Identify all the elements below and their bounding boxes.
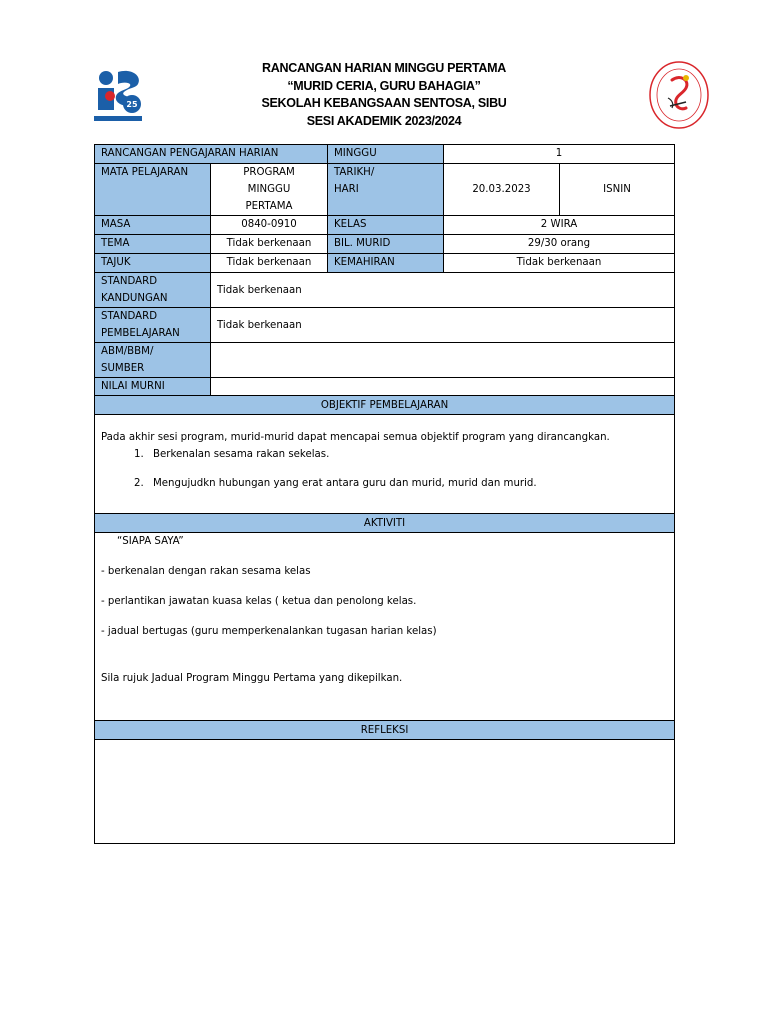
school-emblem-logo	[648, 60, 710, 130]
row-rph	[95, 145, 675, 164]
refleksi-heading: REFLEKSI	[95, 721, 675, 740]
hari-value: ISNIN	[560, 164, 675, 216]
kemahiran-label: KEMAHIRAN	[328, 254, 444, 273]
rph-label: RANCANGAN PENGAJARAN HARIAN	[95, 145, 328, 164]
row-aktiviti-body	[95, 533, 675, 721]
tajuk-label: TAJUK	[95, 254, 211, 273]
objektif-item: 1. Berkenalan sesama rakan sekelas.	[147, 446, 668, 463]
logo-number: 25	[126, 100, 138, 109]
tema-label: TEMA	[95, 235, 211, 254]
aktiviti-body	[95, 533, 675, 721]
standard-pembelajaran-label	[95, 308, 211, 343]
abm-label	[95, 343, 211, 378]
title-line-3: SEKOLAH KEBANGSAAN SENTOSA, SIBU	[261, 96, 507, 110]
standard-kandungan-value: Tidak berkenaan	[211, 273, 675, 308]
document-title	[180, 60, 588, 130]
standard-pembelajaran-value: Tidak berkenaan	[211, 308, 675, 343]
standard-kandungan-label	[95, 273, 211, 308]
sk-label-line-1: STANDARD	[101, 276, 158, 287]
row-abm	[95, 343, 675, 378]
row-standard-pembelajaran	[95, 308, 675, 343]
aktiviti-line: - perlantikan jawatan kuasa kelas ( ketua dan penolong kelas.	[101, 596, 417, 607]
row-objektif-body	[95, 415, 675, 514]
abm-label-line-2: SUMBER	[101, 363, 145, 374]
row-mata-pelajaran	[95, 164, 675, 216]
refleksi-body	[95, 740, 675, 844]
title-line-1: RANCANGAN HARIAN MINGGU PERTAMA	[262, 61, 506, 75]
aktiviti-heading: AKTIVITI	[95, 514, 675, 533]
row-tajuk	[95, 254, 675, 273]
mata-pelajaran-value	[211, 164, 328, 216]
objektif-heading: OBJEKTIF PEMBELAJARAN	[95, 396, 675, 415]
title-line-2: “MURID CERIA, GURU BAHAGIA”	[287, 78, 481, 93]
tema-value: Tidak berkenaan	[211, 235, 328, 254]
kemahiran-value: Tidak berkenaan	[444, 254, 675, 273]
nilai-murni-value	[211, 378, 675, 396]
ministry-25-logo	[92, 66, 144, 124]
mata-pelajaran-line-2: MINGGU	[247, 184, 291, 195]
bil-murid-label: BIL. MURID	[328, 235, 444, 254]
objektif-body	[95, 415, 675, 514]
row-aktiviti-heading	[95, 514, 675, 533]
row-standard-kandungan	[95, 273, 675, 308]
objektif-list	[101, 446, 668, 492]
mata-pelajaran-line-1: PROGRAM	[243, 167, 295, 178]
bil-murid-value: 29/30 orang	[444, 235, 675, 254]
objektif-intro: Pada akhir sesi program, murid-murid dapat mencapai semua objektif program yang dirancangkan.	[101, 432, 610, 443]
row-refleksi-heading	[95, 721, 675, 740]
tarikh-label-line-1: TARIKH/	[334, 167, 375, 178]
aktiviti-title: “SIAPA SAYA”	[117, 536, 184, 547]
nilai-murni-label: NILAI MURNI	[95, 378, 211, 396]
rph-table	[94, 144, 675, 844]
masa-label: MASA	[95, 216, 211, 235]
title-line-4: SESI AKADEMIK 2023/2024	[306, 113, 462, 128]
sp-label-line-2: PEMBELAJARAN	[101, 328, 180, 339]
row-masa	[95, 216, 675, 235]
row-tema	[95, 235, 675, 254]
tarikh-label	[328, 164, 444, 216]
tarikh-value: 20.03.2023	[444, 164, 560, 216]
objektif-item: 2. Mengujudkn hubungan yang erat antara guru dan murid, murid dan murid.	[147, 475, 668, 492]
tajuk-value: Tidak berkenaan	[211, 254, 328, 273]
abm-label-line-1: ABM/BBM/	[101, 346, 154, 357]
mata-pelajaran-line-3: PERTAMA	[245, 201, 293, 212]
row-refleksi-body	[95, 740, 675, 844]
sk-label-line-2: KANDUNGAN	[101, 293, 168, 304]
minggu-label: MINGGU	[328, 145, 444, 164]
aktiviti-line: - jadual bertugas (guru memperkenalankan tugasan harian kelas)	[101, 626, 437, 637]
mata-pelajaran-label: MATA PELAJARAN	[95, 164, 211, 216]
tarikh-label-line-2: HARI	[334, 184, 359, 195]
abm-value	[211, 343, 675, 378]
row-objektif-heading	[95, 396, 675, 415]
minggu-value: 1	[444, 145, 675, 164]
kelas-value: 2 WIRA	[444, 216, 675, 235]
row-nilai-murni	[95, 378, 675, 396]
aktiviti-note: Sila rujuk Jadual Program Minggu Pertama yang dikepilkan.	[101, 673, 403, 684]
document-header	[0, 0, 768, 140]
aktiviti-line: - berkenalan dengan rakan sesama kelas	[101, 566, 311, 577]
masa-value: 0840-0910	[211, 216, 328, 235]
kelas-label: KELAS	[328, 216, 444, 235]
sp-label-line-1: STANDARD	[101, 311, 158, 322]
